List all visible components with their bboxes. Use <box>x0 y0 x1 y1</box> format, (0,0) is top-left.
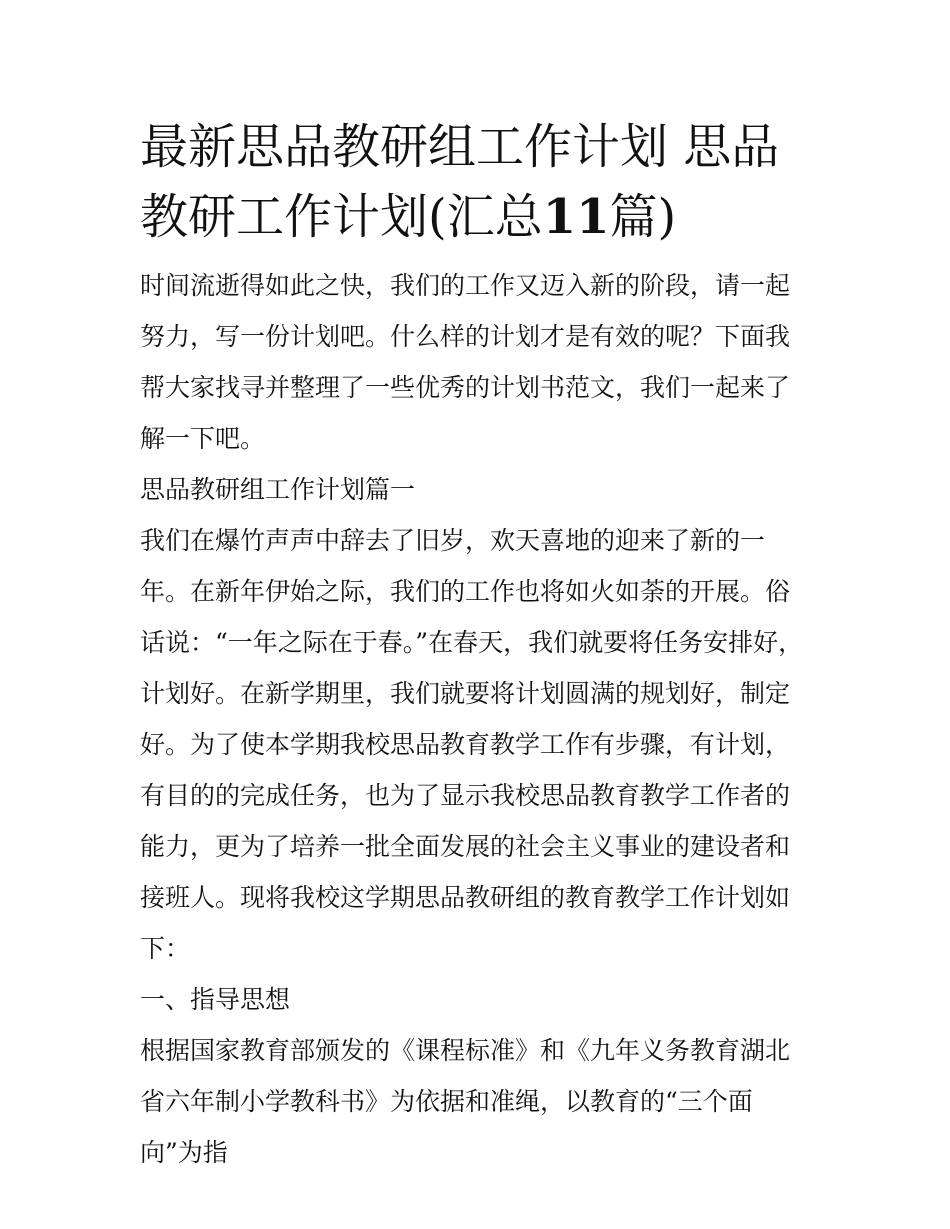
title-text: 最新思品教研组工作计划 思品教研工作计划(汇总 <box>140 119 780 245</box>
guiding-paragraph: 根据国家教育部颁发的《课程标准》和《九年义务教育湖北省六年制小学教科书》为依据和准绳，以教育的“三个面向”为指 <box>140 1036 791 1167</box>
title-count: 11 <box>542 189 610 245</box>
subheading-guiding-ideology: 一、指导思想 <box>140 985 291 1014</box>
document-content <box>140 112 812 1178</box>
intro-paragraph: 时间流逝得如此之快，我们的工作又迈入新的阶段，请一起努力，写一份计划吧。什么样的计划才是有效的呢？下面我帮大家找寻并整理了一些优秀的计划书范文，我们一起来了解一下吧。 <box>140 271 791 453</box>
section-paragraph: 我们在爆竹声声中辞去了旧岁，欢天喜地的迎来了新的一年。在新年伊始之际，我们的工作也将如火如荼的开展。俗话说：“一年之际在于春。”在春天，我们就要将任务安排好，计划好。在新学期里，我们就要将计划圆满的规划好，制定好。为了使本学期我校思品教育教学工作有步骤，有计划，有目的的完成任务，也为了显示我校思品教育教学工作者的能力，更为了培养一批全面发展的社会主义事业的建设者和接班人。现将我校这学期思品教研组的教育教学工作计划如下： <box>140 526 804 963</box>
title-suffix: 篇) <box>609 189 677 245</box>
section-heading: 思品教研组工作计划篇一 <box>140 475 416 504</box>
document-title <box>140 112 812 252</box>
